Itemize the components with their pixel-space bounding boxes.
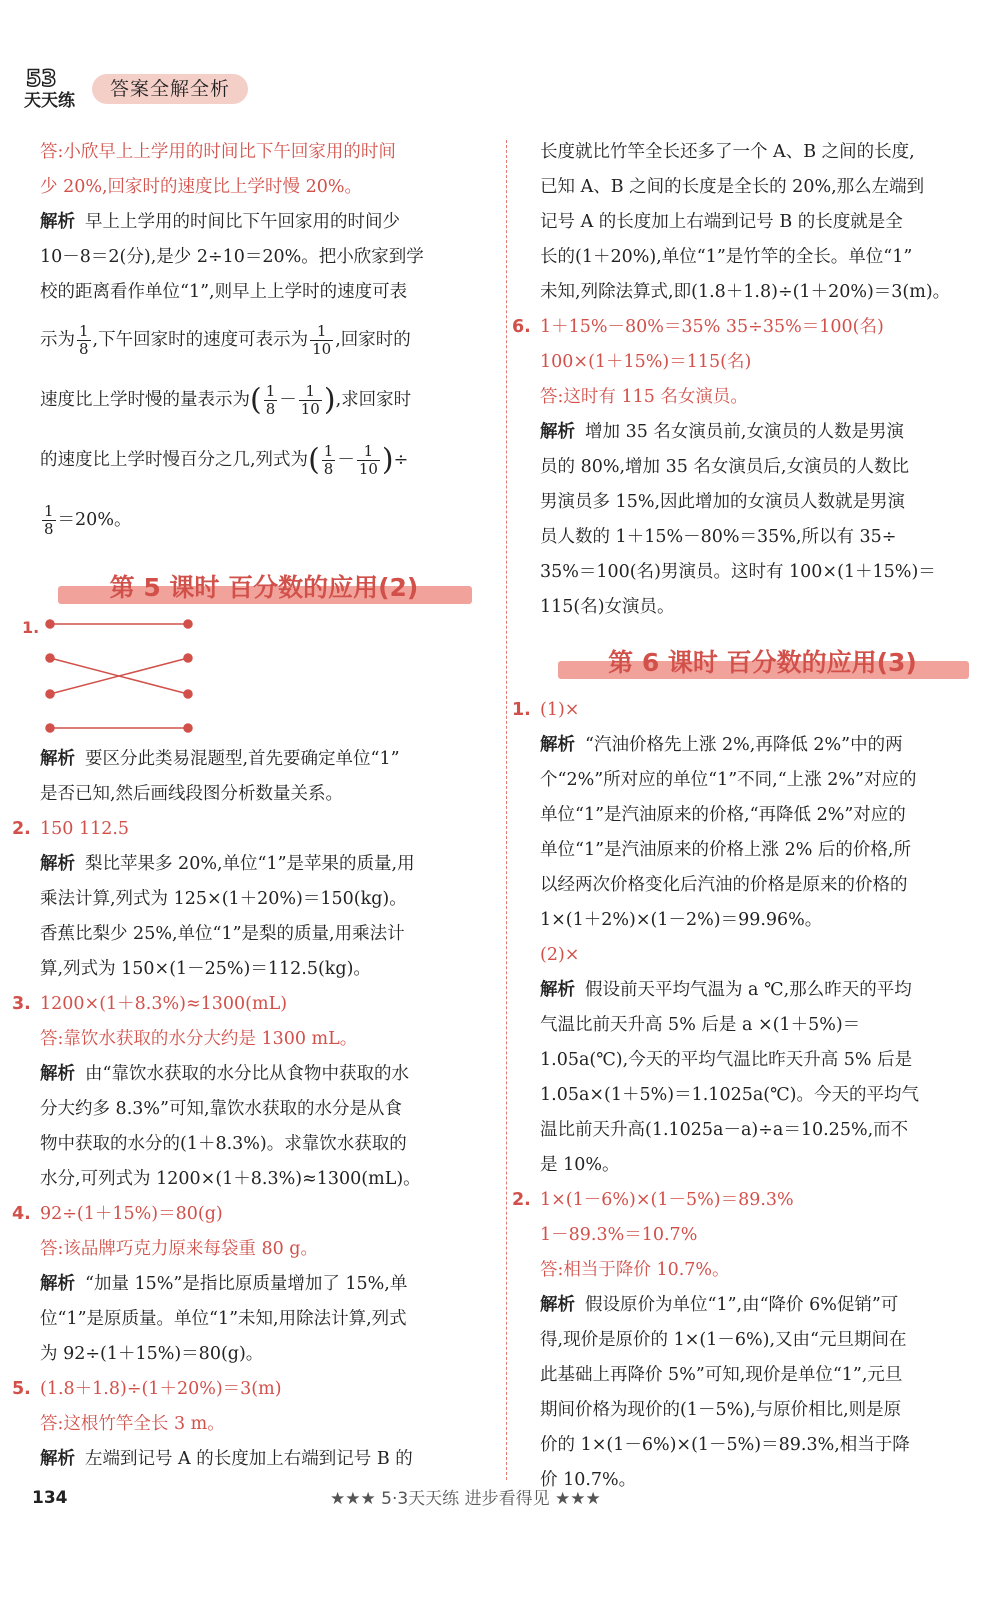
answer-line: 答:小欣早上上学用的时间比下午回家用的时间: [40, 142, 396, 162]
analysis-line: 解析 早上上学用的时间比下午回家用的时间少: [40, 205, 488, 240]
answer-line: 2. 150 112.5: [12, 819, 130, 839]
analysis-line: 是 10%。: [540, 1155, 620, 1175]
analysis-line: 长度就比竹竿全长还多了一个 A、B 之间的长度,: [540, 142, 915, 162]
right-column: [512, 135, 985, 1498]
analysis-line: 解析 “汽油价格先上涨 2%,再降低 2%”中的两: [540, 735, 903, 755]
answer-line: 100×(1＋15%)＝115(名): [540, 352, 752, 372]
analysis-line: 已知 A、B 之间的长度是全长的 20%,那么左端到: [540, 177, 925, 197]
analysis-line: 期间价格为现价的(1－5%),与原价相比,则是原: [540, 1400, 902, 1420]
analysis-line: 解析 “加量 15%”是指比原质量增加了 15%,单: [40, 1274, 408, 1294]
analysis-line: 单位“1”是汽油原来的价格,“再降低 2%”对应的: [540, 805, 906, 825]
analysis-label: 解析: [40, 212, 75, 232]
brand-logo: [22, 62, 82, 110]
analysis-line: 解析 假设前天平均气温为 a ℃,那么昨天的平均: [540, 980, 912, 1000]
analysis-line: 未知,列除法算式,即(1.8＋1.8)÷(1＋20%)＝3(m)。: [540, 282, 951, 302]
analysis-line: 物中获取的水分的(1＋8.3%)。求靠饮水获取的: [40, 1134, 407, 1154]
analysis-line: 的速度比上学时慢百分之几,列式为( $\frac{1}{8}$ － $\frac{1}{10}$ )÷: [40, 442, 409, 478]
analysis-line: 记号 A 的长度加上右端到记号 B 的长度就是全: [540, 212, 903, 232]
analysis-line: 此基础上再降价 5%”可知,现价是单位“1”,元旦: [540, 1365, 903, 1385]
svg-text:天天练: 天天练: [24, 91, 75, 111]
fraction: $\frac{1}{8}$: [44, 502, 54, 538]
lesson-heading-5: 第 5 课时 百分数的应用(2): [40, 560, 488, 612]
fraction: $\frac{1}{8}$: [79, 322, 89, 358]
answer-line: 答:该品牌巧克力原来每袋重 80 g。: [40, 1239, 318, 1259]
answer-line: 少 20%,回家时的速度比上学时慢 20%。: [40, 177, 362, 197]
left-column: [12, 135, 488, 1477]
analysis-line: 解析 要区分此类易混题型,首先要确定单位“1”: [40, 749, 400, 769]
analysis-line: 115(名)女演员。: [540, 597, 675, 617]
answer-line: (2)×: [540, 945, 580, 965]
analysis-line: 为 92÷(1＋15%)＝80(g)。: [40, 1344, 264, 1364]
answer-line: 答:这根竹竿全长 3 m。: [40, 1414, 225, 1434]
analysis-line: 价的 1×(1－6%)×(1－5%)＝89.3%,相当于降: [540, 1435, 910, 1455]
fraction: $\frac{1}{10}$: [358, 442, 378, 478]
answer-line: 5. (1.8＋1.8)÷(1＋20%)＝3(m): [12, 1379, 282, 1399]
analysis-line: 气温比前天升高 5% 后是 a ×(1＋5%)＝: [540, 1015, 861, 1035]
analysis-line: 是否已知,然后画线段图分析数量关系。: [40, 784, 344, 804]
analysis-line: 温比前天升高(1.1025a－a)÷a＝10.25%,而不: [540, 1120, 909, 1140]
fraction: $\frac{1}{10}$: [300, 382, 320, 418]
analysis-line: 分大约多 8.3%”可知,靠饮水获取的水分是从食: [40, 1099, 403, 1119]
analysis-line: 价 10.7%。: [540, 1470, 637, 1490]
analysis-line: 示为 $\frac{1}{8}$ ,下午回家时的速度可表示为 $\frac{1}{10}$ ,回家时的: [40, 322, 411, 358]
column-divider: [506, 140, 507, 1480]
answer-line: 答:靠饮水获取的水分大约是 1300 mL。: [40, 1029, 358, 1049]
answer-line: 答:这时有 115 名女演员。: [540, 387, 748, 407]
footer-slogan: ★★★ 5·3天天练 进步看得见 ★★★: [330, 1489, 601, 1509]
analysis-line: 乘法计算,列式为 125×(1＋20%)＝150(kg)。: [40, 889, 407, 909]
answer-line: 6. 1＋15%－80%＝35% 35÷35%＝100(名): [512, 317, 884, 337]
analysis-line: 解析 假设原价为单位“1”,由“降价 6%促销”可: [540, 1295, 899, 1315]
line-matching-figure: [22, 618, 488, 738]
answer-line: 答:相当于降价 10.7%。: [540, 1260, 730, 1280]
analysis-line: 以经两次价格变化后汽油的价格是原来的价格的: [540, 875, 908, 895]
analysis-line: 10－8＝2(分),是少 2÷10＝20%。把小欣家到学: [40, 247, 424, 267]
answer-line: 4. 92÷(1＋15%)＝80(g): [12, 1204, 223, 1224]
fraction: $\frac{1}{8}$: [323, 442, 334, 478]
analysis-line: 解析 增加 35 名女演员前,女演员的人数是男演: [540, 422, 904, 442]
analysis-line: 长的(1＋20%),单位“1”是竹竿的全长。单位“1”: [540, 247, 913, 267]
answer-line: 1. (1)×: [512, 700, 580, 720]
answer-line: 3. 1200×(1＋8.3%)≈1300(mL): [12, 994, 288, 1014]
lesson-heading-6: 第 6 课时 百分数的应用(3): [540, 635, 985, 687]
analysis-line: 35%＝100(名)男演员。这时有 100×(1＋15%)＝: [540, 562, 936, 582]
analysis-line: 水分,可列式为 1200×(1＋8.3%)≈1300(mL)。: [40, 1169, 421, 1189]
analysis-line: 1.05a×(1＋5%)＝1.1025a(℃)。今天的平均气: [540, 1085, 920, 1105]
svg-text:53: 53: [26, 67, 57, 92]
analysis-line: 解析 左端到记号 A 的长度加上右端到记号 B 的: [40, 1449, 413, 1469]
analysis-line: 男演员多 15%,因此增加的女演员人数就是男演: [540, 492, 906, 512]
analysis-line: 解析 梨比苹果多 20%,单位“1”是苹果的质量,用: [40, 854, 415, 874]
analysis-line: 得,现价是原价的 1×(1－6%),又由“元旦期间在: [540, 1330, 907, 1350]
page-number: 134: [32, 1488, 68, 1508]
fraction: $\frac{1}{10}$: [312, 322, 332, 358]
analysis-line: 员人数的 1＋15%－80%＝35%,所以有 35÷: [540, 527, 897, 547]
analysis-line: 香蕉比梨少 25%,单位“1”是梨的质量,用乘法计: [40, 924, 405, 944]
analysis-line: 位“1”是原质量。单位“1”未知,用除法计算,列式: [40, 1309, 407, 1329]
analysis-line: 1×(1＋2%)×(1－2%)＝99.96%。: [540, 910, 823, 930]
analysis-line: 速度比上学时慢的量表示为( $\frac{1}{8}$ － $\frac{1}{10}$ ),求回家时: [40, 382, 412, 418]
answer-line: 1－89.3%＝10.7%: [540, 1225, 698, 1245]
answer-line: 2. 1×(1－6%)×(1－5%)＝89.3%: [512, 1190, 794, 1210]
analysis-line: 个“2%”所对应的单位“1”不同,“上涨 2%”对应的: [540, 770, 917, 790]
analysis-line: 解析 由“靠饮水获取的水分比从食物中获取的水: [40, 1064, 409, 1084]
analysis-line: 校的距离看作单位“1”,则早上上学时的速度可表: [40, 282, 408, 302]
analysis-line: $\frac{1}{8}$ ＝20%。: [44, 502, 132, 538]
fraction: $\frac{1}{8}$: [265, 382, 276, 418]
analysis-line: 算,列式为 150×(1－25%)＝112.5(kg)。: [40, 959, 371, 979]
analysis-line: 单位“1”是汽油原来的价格上涨 2% 后的价格,所: [540, 840, 911, 860]
analysis-line: 1.05a(℃),今天的平均气温比昨天升高 5% 后是: [540, 1050, 913, 1070]
question-number: 1.: [22, 618, 40, 637]
analysis-line: 员的 80%,增加 35 名女演员后,女演员的人数比: [540, 457, 909, 477]
header-title: 答案全解全析: [92, 74, 248, 104]
